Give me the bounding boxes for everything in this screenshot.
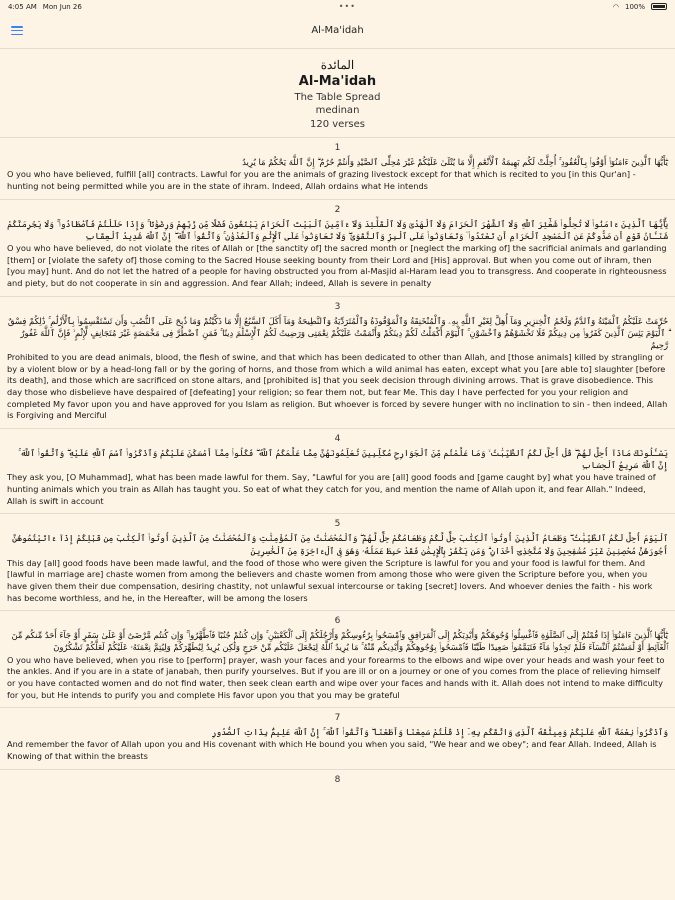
verse-number: 4 — [334, 434, 341, 445]
verse-arabic: حُرِّمَتْ عَلَيْكُمُ ٱلْمَيْتَةُ وَٱلدَّمُ وَلَحْمُ ٱلْخِنزِيرِ وَمَآ أُهِلَّ لِغَيْرِ ٱللَّهِ بِهِۦ وَٱلْمُنْخَنِقَةُ وَٱلْمَوْقُوذَةُ وَٱلْمُتَرَدِّيَةُ وَٱلنَّطِيحَةُ وَمَآ أَكَلَ ٱلسَّبُعُ إِلَّا مَا ذَكَّيْتُمْ وَمَا ذُبِحَ عَلَى ٱلنُّصُبِ وَأَن تَسْتَقْسِمُوا۟ بِٱلْأَزْلَٰمِ ۚ ذَٰلِكُمْ فِسْقٌ ۗ ٱلْيَوْمَ يَئِسَ ٱلَّذِينَ كَفَرُوا۟ مِن دِينِكُمْ فَلَا تَخْشَوْهُمْ وَٱخْشَوْنِ ۚ ٱلْيَوْمَ أَكْمَلْتُ لَكُمْ دِينَكُمْ وَأَتْمَمْتُ عَلَيْكُمْ نِعْمَتِى وَرَضِيتُ لَكُمُ ٱلْإِسْلَٰمَ دِينًا ۚ فَمَنِ ٱضْطُرَّ فِى مَخْمَصَةٍ غَيْرَ مُتَجَانِفٍ لِّإِثْمٍ ۙ فَإِنَّ ٱللَّهَ غَفُورٌ رَّحِيمٌ — [7, 315, 668, 351]
verse-list[interactable] — [0, 137, 675, 793]
wifi-icon: ◠ — [612, 2, 619, 11]
verse-translation: Prohibited to you are dead animals, blood, the flesh of swine, and that which has been dedicated to other than Allah, and [those animals] killed by strangling or by a violent blow or by a head-long fall or by the goring of horns, and those from which a wild animal has eaten, except what you [are able to] slaughter [before its death], and those which are sacrificed on stone altars, and [prohibited is] that you seek decision through divining arrows. That is grave disobedience. This day those who disbelieve have despaired of [defeating] your religion; so fear them not, but fear Me. This day I have perfected for you your religion and completed My favor upon you and have approved for you Islam as religion. But whoever is forced by severe hunger with no inclination to sin - then indeed, Allah is Forgiving and Merciful — [7, 352, 668, 421]
verse-arabic: يَسْـَٔلُونَكَ مَاذَآ أُحِلَّ لَهُمْ ۖ قُلْ أُحِلَّ لَكُمُ ٱلطَّيِّبَٰتُ ۙ وَمَا عَلَّمْتُم مِّنَ ٱلْجَوَارِحِ مُكَلِّبِينَ تُعَلِّمُونَهُنَّ مِمَّا عَلَّمَكُمُ ٱللَّهُ ۖ فَكُلُوا۟ مِمَّآ أَمْسَكْنَ عَلَيْكُمْ وَٱذْكُرُوا۟ ٱسْمَ ٱللَّهِ عَلَيْهِ ۖ وَٱتَّقُوا۟ ٱللَّهَ ۚ إِنَّ ٱللَّهَ سَرِيعُ ٱلْحِسَابِ — [18, 448, 668, 471]
verse-translation: And remember the favor of Allah upon you and His covenant with which He bound you when you said, "We hear and we obey"; and fear Allah. Indeed, Allah is Knowing of that within the breasts — [7, 739, 657, 762]
nav-title: Al-Ma'idah — [311, 25, 364, 36]
verse-arabic: ٱلْيَوْمَ أُحِلَّ لَكُمُ ٱلطَّيِّبَٰتُ ۖ وَطَعَامُ ٱلَّذِينَ أُوتُوا۟ ٱلْكِتَٰبَ حِلٌّ لَّكُمْ وَطَعَامُكُمْ حِلٌّ لَّهُمْ ۖ وَٱلْمُحْصَنَٰتُ مِنَ ٱلْمُؤْمِنَٰتِ وَٱلْمُحْصَنَٰتُ مِنَ ٱلَّذِينَ أُوتُوا۟ ٱلْكِتَٰبَ مِن قَبْلِكُمْ إِذَآ ءَاتَيْتُمُوهُنَّ أُجُورَهُنَّ مُحْصِنِينَ غَيْرَ مُسَٰفِحِينَ وَلَا مُتَّخِذِىٓ أَخْدَانٍ ۗ وَمَن يَكْفُرْ بِٱلْإِيمَٰنِ فَقَدْ حَبِطَ عَمَلُهُۥ وَهُوَ فِى ٱلْءَاخِرَةِ مِنَ ٱلْخَٰسِرِينَ — [12, 533, 668, 556]
surah-header — [0, 49, 675, 137]
verse-number: 1 — [334, 143, 341, 154]
verse-item[interactable] — [0, 199, 675, 296]
verse-translation: O you who have believed, when you rise to [perform] prayer, wash your faces and your forearms to the elbows and wipe over your heads and wash your feet to the ankles. And if you are in a state of janabah, then purify yourselves. But if you are ill or on a journey or one of you comes from the place of relieving himself or you have contacted women and do not find water, then seek clean earth and wipe over your faces and hands with it. Allah does not intend to make difficulty for you, but He intends to purify you and complete His favor upon you that you may be grateful — [7, 654, 665, 700]
status-right — [613, 3, 667, 11]
verse-translation: O you who have believed, fulfill [all] contracts. Lawful for you are the animals of grazing livestock except for that which is recited to you [in this Qur'an] - hunting not being permitted while you are in the state of ihram. Indeed, Allah ordains what He intends — [7, 169, 636, 192]
battery-icon — [651, 3, 667, 10]
verse-translation: This day [all] good foods have been made lawful, and the food of those who were given the Scripture is lawful for you and your food is lawful for them. And [lawful in marriage are] chaste women from among the believers and chaste women from among those who were given the Scripture before you, when you have given them their due compensation, desiring chastity, not unlawful sexual intercourse or taking [secret] lovers. And whoever denies the faith - his work has become worthless, and he, in the Hereafter, will be among the losers — [7, 557, 653, 603]
surah-revelation: medinan — [315, 105, 360, 117]
surah-meaning: The Table Spread — [294, 91, 381, 103]
verse-item[interactable] — [0, 513, 675, 610]
verse-number: 2 — [334, 204, 341, 215]
surah-verse-count: 120 verses — [309, 118, 366, 130]
verse-item[interactable] — [0, 428, 675, 513]
surah-arabic-name: المائدة — [320, 58, 355, 72]
verse-arabic: يَٰٓأَيُّهَا ٱلَّذِينَ ءَامَنُوٓا۟ أَوْفُوا۟ بِٱلْعُقُودِ ۚ أُحِلَّتْ لَكُم بَهِيمَةُ ٱلْأَنْعَٰمِ إِلَّا مَا يُتْلَىٰ عَلَيْكُمْ غَيْرَ مُحِلِّى ٱلصَّيْدِ وَأَنتُمْ حُرُمٌ ۗ إِنَّ ٱللَّهَ يَحْكُمُ مَا يُرِيدُ — [242, 157, 668, 168]
verse-number: 7 — [334, 713, 341, 724]
verse-item[interactable] — [0, 769, 675, 794]
status-bar — [0, 0, 675, 13]
verse-number: 8 — [334, 774, 341, 785]
navigation-bar — [0, 13, 675, 49]
verse-translation: O you who have believed, do not violate the rites of Allah or [the sanctity of] the sacred month or [neglect the marking of] the sacrificial animals and garlanding [them] or [violate the safety of] those coming to the Sacred House seeking bounty from their Lord and [His] approval. But when you come out of ihram, then [you may] hunt. And do not let the hatred of a people for having obstructed you from al-Masjid al-Haram lead you to transgress. And cooperate in righteousness and piety, but do not cooperate in sin and aggression. And fear Allah; indeed, Allah is severe in penalty — [7, 243, 667, 288]
battery-percent: 100% — [624, 2, 645, 11]
verse-arabic: وَٱذْكُرُوا۟ نِعْمَةَ ٱللَّهِ عَلَيْكُمْ وَمِيثَٰقَهُ ٱلَّذِى وَاثَقَكُم بِهِۦٓ إِذْ قُلْتُمْ سَمِعْنَا وَأَطَعْنَا ۖ وَٱتَّقُوا۟ ٱللَّهَ ۚ إِنَّ ٱللَّهَ عَلِيمٌۢ بِذَاتِ ٱلصُّدُورِ — [211, 727, 668, 738]
multitask-dots[interactable]: ••• — [338, 2, 356, 11]
verse-item[interactable] — [0, 610, 675, 707]
verse-arabic: يَٰٓأَيُّهَا ٱلَّذِينَ ءَامَنُوا۟ لَا تُحِلُّوا۟ شَعَٰٓئِرَ ٱللَّهِ وَلَا ٱلشَّهْرَ ٱلْحَرَامَ وَلَا ٱلْهَدْىَ وَلَا ٱلْقَلَٰٓئِدَ وَلَآ ءَآمِّينَ ٱلْبَيْتَ ٱلْحَرَامَ يَبْتَغُونَ فَضْلًا مِّن رَّبِّهِمْ وَرِضْوَٰنًا ۚ وَإِذَا حَلَلْتُمْ فَٱصْطَادُوا۟ ۚ وَلَا يَجْرِمَنَّكُمْ شَنَـَٔانُ قَوْمٍ أَن صَدُّوكُمْ عَنِ ٱلْمَسْجِدِ ٱلْحَرَامِ أَن تَعْتَدُوا۟ ۘ وَتَعَاوَنُوا۟ عَلَى ٱلْبِرِّ وَٱلتَّقْوَىٰ ۖ وَلَا تَعَاوَنُوا۟ عَلَى ٱلْإِثْمِ وَٱلْعُدْوَٰنِ ۚ وَٱتَّقُوا۟ ٱللَّهَ ۖ إِنَّ ٱللَّهَ شَدِيدُ ٱلْعِقَابِ — [7, 218, 668, 241]
status-left — [8, 3, 82, 11]
verse-number: 3 — [334, 301, 341, 312]
verse-number: 6 — [334, 616, 341, 627]
status-date: Mon Jun 26 — [42, 2, 82, 11]
verse-item[interactable] — [0, 137, 675, 198]
verse-arabic: يَٰٓأَيُّهَا ٱلَّذِينَ ءَامَنُوٓا۟ إِذَا قُمْتُمْ إِلَى ٱلصَّلَوٰةِ فَٱغْسِلُوا۟ وُجُوهَكُمْ وَأَيْدِيَكُمْ إِلَى ٱلْمَرَافِقِ وَٱمْسَحُوا۟ بِرُءُوسِكُمْ وَأَرْجُلَكُمْ إِلَى ٱلْكَعْبَيْنِ ۚ وَإِن كُنتُمْ جُنُبًا فَٱطَّهَّرُوا۟ ۚ وَإِن كُنتُم مَّرْضَىٰٓ أَوْ عَلَىٰ سَفَرٍ أَوْ جَآءَ أَحَدٌ مِّنكُم مِّنَ ٱلْغَآئِطِ أَوْ لَٰمَسْتُمُ ٱلنِّسَآءَ فَلَمْ تَجِدُوا۟ مَآءً فَتَيَمَّمُوا۟ صَعِيدًا طَيِّبًا فَٱمْسَحُوا۟ بِوُجُوهِكُمْ وَأَيْدِيكُم مِّنْهُ ۚ مَا يُرِيدُ ٱللَّهُ لِيَجْعَلَ عَلَيْكُم مِّنْ حَرَجٍ وَلَٰكِن يُرِيدُ لِيُطَهِّرَكُمْ وَلِيُتِمَّ نِعْمَتَهُۥ عَلَيْكُمْ لَعَلَّكُمْ تَشْكُرُونَ — [11, 630, 668, 653]
hamburger-menu-icon[interactable] — [11, 26, 23, 35]
verse-item[interactable] — [0, 296, 675, 428]
surah-name: Al-Ma'idah — [298, 74, 377, 90]
verse-item[interactable] — [0, 707, 675, 768]
status-time: 4:05 AM — [8, 2, 37, 11]
verse-number: 5 — [334, 519, 341, 530]
verse-translation: They ask you, [O Muhammad], what has been made lawful for them. Say, "Lawful for you are [all] good foods and [game caught by] what you have trained of hunting animals which you train as Allah has taught you. So eat of what they catch for you, and mention the name of Allah upon it, and fear Allah." Indeed, Allah is swift in account — [7, 472, 656, 506]
